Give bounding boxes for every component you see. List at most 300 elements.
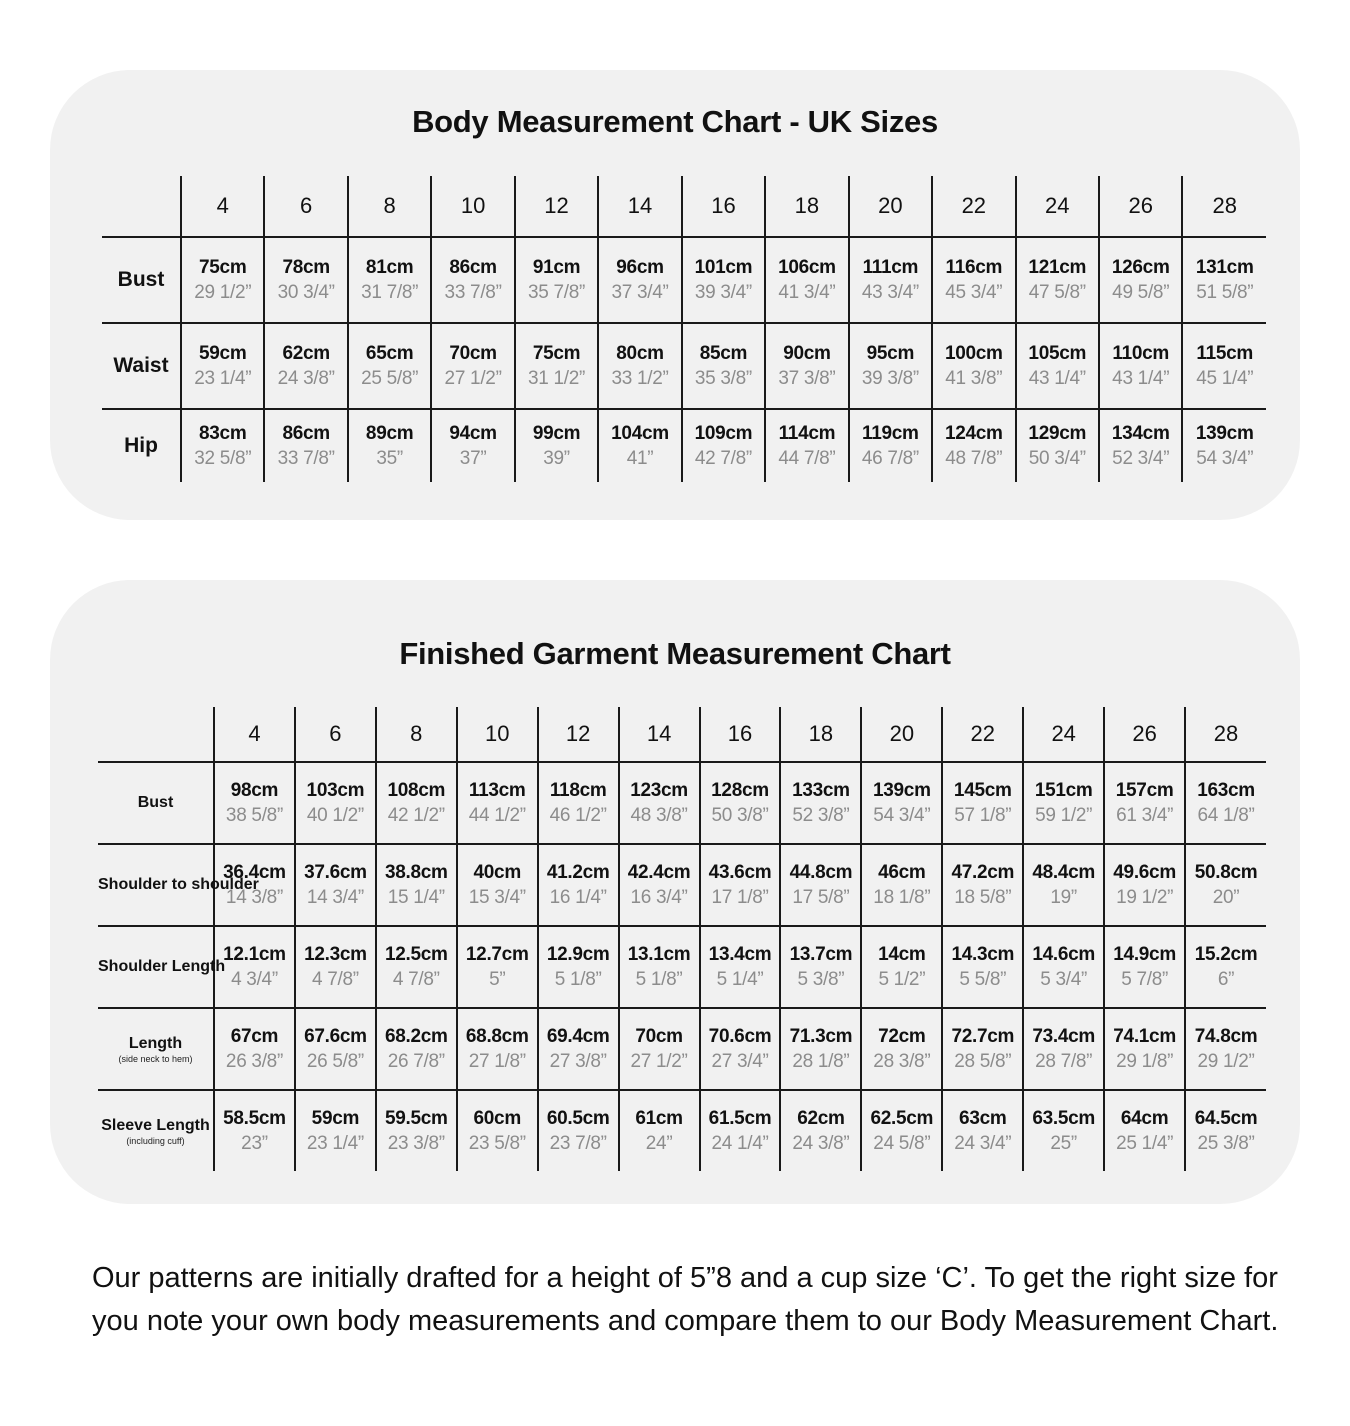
inch-value: 24 3/8” — [277, 368, 335, 389]
measurement-cell — [214, 926, 295, 1008]
row-label-text: Bust — [117, 268, 165, 291]
cm-value: 78cm — [282, 257, 330, 278]
inch-value: 57 1/8” — [954, 805, 1012, 826]
measurement-row — [98, 1008, 1266, 1090]
measurement-cell — [1185, 844, 1266, 926]
inch-value: 15 3/4” — [468, 887, 526, 908]
measurement-cell — [849, 237, 932, 323]
inch-value: 25 5/8” — [361, 368, 419, 389]
measurement-cell — [214, 1090, 295, 1171]
cm-value: 111cm — [862, 257, 919, 278]
cm-value: 63cm — [959, 1108, 1007, 1129]
inch-value: 27 1/2” — [630, 1051, 688, 1072]
inch-value: 30 3/4” — [277, 282, 335, 303]
inch-value: 35 7/8” — [528, 282, 586, 303]
size-header-row — [98, 707, 1266, 762]
cm-value: 139cm — [873, 780, 931, 801]
inch-value: 4 3/4” — [231, 969, 278, 990]
inch-value: 41” — [626, 448, 654, 469]
inch-value: 48 7/8” — [945, 448, 1003, 469]
measurement-cell — [181, 323, 264, 409]
inch-value: 43 3/4” — [861, 282, 919, 303]
cm-value: 129cm — [1028, 423, 1087, 444]
cm-value: 38.8cm — [384, 862, 448, 883]
cm-value: 75cm — [532, 343, 581, 364]
inch-value: 47 5/8” — [1028, 282, 1086, 303]
size-header: 16 — [700, 707, 781, 762]
inch-value: 49 5/8” — [1112, 282, 1170, 303]
cm-value: 75cm — [199, 257, 247, 278]
cm-value: 119cm — [862, 423, 919, 444]
size-header: 12 — [515, 176, 598, 237]
inch-value: 20” — [1212, 887, 1240, 908]
measurement-cell — [1104, 844, 1185, 926]
inch-value: 45 3/4” — [945, 282, 1003, 303]
inch-value: 24 3/4” — [954, 1133, 1012, 1154]
cm-value: 90cm — [783, 343, 831, 364]
cm-value: 62.5cm — [870, 1108, 934, 1129]
inch-value: 28 7/8” — [1035, 1051, 1093, 1072]
measurement-cell — [598, 237, 681, 323]
row-label — [102, 409, 181, 482]
cm-value: 81cm — [365, 257, 414, 278]
cm-value: 163cm — [1197, 780, 1255, 801]
size-header: 22 — [942, 707, 1023, 762]
cm-value: 124cm — [944, 423, 1003, 444]
cm-value: 123cm — [630, 780, 688, 801]
measurement-cell — [295, 926, 376, 1008]
inch-value: 37 3/8” — [778, 368, 836, 389]
cm-value: 37.6cm — [304, 862, 367, 883]
inch-value: 15 1/4” — [387, 887, 445, 908]
measurement-row — [98, 1090, 1266, 1171]
cm-value: 43.6cm — [708, 862, 772, 883]
measurement-cell — [598, 323, 681, 409]
row-label — [98, 1008, 214, 1090]
inch-value: 42 7/8” — [694, 448, 752, 469]
inch-value: 37” — [459, 448, 487, 469]
measurement-cell — [376, 1090, 457, 1171]
measurement-cell — [700, 844, 781, 926]
size-header: 8 — [376, 707, 457, 762]
cm-value: 61cm — [635, 1108, 683, 1129]
size-header: 12 — [538, 707, 619, 762]
inch-value: 29 1/8” — [1116, 1051, 1174, 1072]
cm-value: 14.6cm — [1032, 944, 1095, 965]
measurement-cell — [780, 762, 861, 844]
size-header: 26 — [1099, 176, 1182, 237]
cm-value: 13.4cm — [708, 944, 772, 965]
measurement-cell — [538, 926, 619, 1008]
measurement-cell — [1099, 323, 1182, 409]
inch-value: 41 3/8” — [945, 368, 1003, 389]
cm-value: 121cm — [1028, 257, 1087, 278]
inch-value: 5 3/4” — [1040, 969, 1088, 990]
measurement-cell — [861, 1090, 942, 1171]
cm-value: 40cm — [473, 862, 521, 883]
cm-value: 109cm — [694, 423, 753, 444]
inch-value: 43 1/4” — [1028, 368, 1086, 389]
cm-value: 101cm — [694, 257, 753, 278]
measurement-cell — [780, 1008, 861, 1090]
measurement-cell — [1023, 926, 1104, 1008]
row-label — [102, 323, 181, 409]
measurement-row — [98, 762, 1266, 844]
measurement-cell — [932, 323, 1015, 409]
measurement-cell — [214, 762, 295, 844]
row-label-text: Sleeve Length — [101, 1116, 210, 1134]
cm-value: 110cm — [1112, 343, 1170, 364]
cm-value: 70cm — [449, 343, 497, 364]
inch-value: 39 3/4” — [694, 282, 752, 303]
size-header: 8 — [348, 176, 431, 237]
cm-value: 49.6cm — [1113, 862, 1176, 883]
cm-value: 59cm — [311, 1108, 360, 1129]
inch-value: 28 5/8” — [954, 1051, 1012, 1072]
measurement-cell — [942, 762, 1023, 844]
inch-value: 31 7/8” — [361, 282, 419, 303]
size-header: 28 — [1185, 707, 1266, 762]
inch-value: 29 1/2” — [194, 282, 252, 303]
row-label-text: Shoulder Length — [98, 958, 226, 975]
cm-value: 139cm — [1195, 423, 1254, 444]
size-header: 28 — [1182, 176, 1266, 237]
cm-value: 69.4cm — [546, 1026, 610, 1047]
garment-chart-title: Finished Garment Measurement Chart — [399, 636, 951, 671]
cm-value: 12.5cm — [384, 944, 448, 965]
cm-value: 62cm — [282, 343, 330, 364]
measurement-cell — [181, 237, 264, 323]
size-header: 18 — [765, 176, 848, 237]
cm-value: 74.1cm — [1113, 1026, 1176, 1047]
cm-value: 72.7cm — [951, 1026, 1015, 1047]
measurement-cell — [942, 1008, 1023, 1090]
sizing-note-line-1: Our patterns are initially drafted for a height of 5”8 and a cup size ‘C’. To get the right size for — [92, 1262, 1278, 1294]
cm-value: 68.2cm — [384, 1026, 448, 1047]
row-label — [98, 1090, 214, 1171]
cm-value: 70cm — [635, 1026, 683, 1047]
measurement-cell — [376, 926, 457, 1008]
inch-value: 23 1/4” — [306, 1133, 364, 1154]
measurement-cell — [214, 844, 295, 926]
measurement-cell — [1023, 762, 1104, 844]
row-sublabel: (including cuff) — [126, 1135, 185, 1146]
size-header: 26 — [1104, 707, 1185, 762]
cm-value: 94cm — [449, 423, 497, 444]
cm-value: 64cm — [1120, 1108, 1169, 1129]
inch-value: 23 5/8” — [468, 1133, 526, 1154]
cm-value: 46cm — [878, 862, 926, 883]
measurement-cell — [700, 926, 781, 1008]
measurement-cell — [682, 409, 765, 482]
cm-value: 60cm — [473, 1108, 521, 1129]
cm-value: 68.8cm — [465, 1026, 529, 1047]
cm-value: 85cm — [699, 343, 748, 364]
size-header: 14 — [619, 707, 700, 762]
measurement-row — [98, 844, 1266, 926]
inch-value: 23 7/8” — [549, 1133, 607, 1154]
measurement-cell — [1182, 323, 1266, 409]
measurement-cell — [700, 762, 781, 844]
inch-value: 26 7/8” — [387, 1051, 445, 1072]
cm-value: 151cm — [1034, 780, 1093, 801]
size-header: 6 — [295, 707, 376, 762]
inch-value: 45 1/4” — [1196, 368, 1254, 389]
inch-value: 29 1/2” — [1197, 1051, 1255, 1072]
cm-value: 50.8cm — [1194, 862, 1258, 883]
inch-value: 40 1/2” — [306, 805, 364, 826]
cm-value: 14cm — [878, 944, 926, 965]
measurement-cell — [1016, 237, 1099, 323]
cm-value: 114cm — [778, 423, 836, 444]
measurement-cell — [1182, 237, 1266, 323]
cm-value: 74.8cm — [1194, 1026, 1258, 1047]
inch-value: 33 1/2” — [611, 368, 669, 389]
row-label-text: Waist — [113, 354, 169, 377]
size-header: 14 — [598, 176, 681, 237]
measurement-cell — [780, 926, 861, 1008]
cm-value: 67.6cm — [304, 1026, 367, 1047]
measurement-cell — [765, 323, 848, 409]
measurement-cell — [861, 762, 942, 844]
measurement-cell — [861, 926, 942, 1008]
measurement-cell — [431, 323, 514, 409]
cm-value: 60.5cm — [546, 1108, 610, 1129]
measurement-cell — [1016, 323, 1099, 409]
size-header: 4 — [214, 707, 295, 762]
inch-value: 26 3/8” — [225, 1051, 283, 1072]
size-header: 10 — [431, 176, 514, 237]
inch-value: 17 1/8” — [711, 887, 769, 908]
measurement-cell — [1023, 1008, 1104, 1090]
inch-value: 5 1/8” — [554, 969, 602, 990]
measurement-row — [102, 323, 1266, 409]
measurement-cell — [515, 409, 598, 482]
measurement-cell — [861, 844, 942, 926]
cm-value: 44.8cm — [789, 862, 853, 883]
measurement-cell — [515, 237, 598, 323]
inch-value: 43 1/4” — [1112, 368, 1170, 389]
measurement-cell — [765, 237, 848, 323]
cm-value: 36.4cm — [223, 862, 286, 883]
cm-value: 41.2cm — [546, 862, 610, 883]
body-chart-title: Body Measurement Chart - UK Sizes — [412, 104, 938, 139]
inch-value: 50 3/8” — [711, 805, 769, 826]
cm-value: 73.4cm — [1032, 1026, 1095, 1047]
inch-value: 44 7/8” — [778, 448, 836, 469]
inch-value: 19” — [1050, 887, 1077, 908]
row-label-text: Hip — [124, 434, 158, 457]
cm-value: 59cm — [199, 343, 247, 364]
measurement-row — [98, 926, 1266, 1008]
inch-value: 16 1/4” — [549, 887, 607, 908]
cm-value: 14.3cm — [951, 944, 1015, 965]
cm-value: 12.7cm — [465, 944, 529, 965]
cm-value: 13.1cm — [627, 944, 691, 965]
inch-value: 14 3/8” — [225, 887, 283, 908]
inch-value: 24 1/4” — [711, 1133, 769, 1154]
measurement-cell — [515, 323, 598, 409]
header-corner-cell — [98, 707, 214, 762]
inch-value: 54 3/4” — [873, 805, 931, 826]
measurement-cell — [619, 1090, 700, 1171]
sizing-note-line-2: you note your own body measurements and compare them to our Body Measurement Chart. — [92, 1305, 1279, 1337]
inch-value: 52 3/4” — [1112, 448, 1170, 469]
measurement-cell — [765, 409, 848, 482]
measurement-row — [102, 409, 1266, 482]
inch-value: 18 5/8” — [954, 887, 1012, 908]
inch-value: 4 7/8” — [311, 969, 359, 990]
row-label-text: Bust — [137, 794, 174, 811]
inch-value: 25 3/8” — [1197, 1133, 1255, 1154]
inch-value: 64 1/8” — [1197, 805, 1255, 826]
cm-value: 42.4cm — [627, 862, 691, 883]
cm-value: 80cm — [616, 343, 664, 364]
inch-value: 37 3/4” — [611, 282, 669, 303]
inch-value: 50 3/4” — [1028, 448, 1086, 469]
measurement-cell — [1185, 762, 1266, 844]
measurement-cell — [849, 323, 932, 409]
size-header: 22 — [932, 176, 1015, 237]
cm-value: 12.3cm — [304, 944, 367, 965]
inch-value: 51 5/8” — [1196, 282, 1254, 303]
row-label — [102, 237, 181, 323]
cm-value: 131cm — [1195, 257, 1254, 278]
measurement-cell — [682, 237, 765, 323]
measurement-cell — [861, 1008, 942, 1090]
inch-value: 24” — [645, 1133, 673, 1154]
measurement-cell — [619, 926, 700, 1008]
cm-value: 133cm — [792, 780, 850, 801]
row-sublabel: (side neck to hem) — [118, 1053, 193, 1064]
inch-value: 38 5/8” — [225, 805, 283, 826]
measurement-cell — [538, 1090, 619, 1171]
cm-value: 12.1cm — [223, 944, 286, 965]
cm-value: 145cm — [953, 780, 1012, 801]
inch-value: 24 3/8” — [792, 1133, 850, 1154]
size-header: 24 — [1023, 707, 1104, 762]
inch-value: 23 3/8” — [387, 1133, 445, 1154]
measurement-cell — [457, 1090, 538, 1171]
measurement-cell — [1016, 409, 1099, 482]
measurement-cell — [214, 1008, 295, 1090]
inch-value: 44 1/2” — [468, 805, 526, 826]
measurement-cell — [348, 323, 431, 409]
cm-value: 96cm — [616, 257, 664, 278]
measurement-cell — [295, 1090, 376, 1171]
cm-value: 118cm — [549, 780, 607, 801]
size-header: 20 — [849, 176, 932, 237]
measurement-cell — [1185, 1008, 1266, 1090]
cm-value: 99cm — [532, 423, 581, 444]
inch-value: 24 5/8” — [873, 1133, 931, 1154]
measurement-cell — [1182, 409, 1266, 482]
cm-value: 126cm — [1111, 257, 1170, 278]
row-label-text: Shoulder to shoulder — [98, 876, 259, 893]
cm-value: 98cm — [230, 780, 279, 801]
cm-value: 63.5cm — [1032, 1108, 1095, 1129]
measurement-cell — [932, 237, 1015, 323]
measurement-cell — [942, 844, 1023, 926]
inch-value: 26 5/8” — [306, 1051, 364, 1072]
size-header: 16 — [682, 176, 765, 237]
size-header: 20 — [861, 707, 942, 762]
row-label — [98, 762, 214, 844]
inch-value: 5 3/8” — [797, 969, 845, 990]
cm-value: 47.2cm — [951, 862, 1015, 883]
measurement-cell — [932, 409, 1015, 482]
size-header: 24 — [1016, 176, 1099, 237]
cm-value: 62cm — [797, 1108, 845, 1129]
inch-value: 6” — [1217, 969, 1235, 990]
cm-value: 14.9cm — [1113, 944, 1176, 965]
measurement-cell — [1099, 237, 1182, 323]
measurement-cell — [431, 409, 514, 482]
cm-value: 65cm — [365, 343, 414, 364]
measurement-cell — [598, 409, 681, 482]
cm-value: 95cm — [866, 343, 915, 364]
inch-value: 4 7/8” — [392, 969, 440, 990]
inch-value: 25 1/4” — [1116, 1133, 1174, 1154]
inch-value: 46 1/2” — [549, 805, 607, 826]
cm-value: 157cm — [1115, 780, 1174, 801]
measurement-cell — [538, 762, 619, 844]
inch-value: 41 3/4” — [778, 282, 836, 303]
header-corner-cell — [102, 176, 181, 237]
inch-value: 28 3/8” — [873, 1051, 931, 1072]
inch-value: 5 7/8” — [1121, 969, 1168, 990]
row-label — [98, 926, 226, 1008]
inch-value: 5 1/2” — [878, 969, 926, 990]
size-header: 6 — [264, 176, 347, 237]
measurement-cell — [457, 1008, 538, 1090]
inch-value: 18 1/8” — [873, 887, 931, 908]
cm-value: 67cm — [230, 1026, 279, 1047]
cm-value: 105cm — [1028, 343, 1087, 364]
inch-value: 27 3/4” — [711, 1051, 769, 1072]
inch-value: 54 3/4” — [1196, 448, 1254, 469]
cm-value: 115cm — [1196, 343, 1254, 364]
inch-value: 61 3/4” — [1116, 805, 1174, 826]
measurement-cell — [376, 1008, 457, 1090]
inch-value: 35” — [376, 448, 403, 469]
measurement-cell — [1023, 844, 1104, 926]
measurement-cell — [619, 762, 700, 844]
measurement-cell — [619, 1008, 700, 1090]
cm-value: 12.9cm — [546, 944, 610, 965]
measurement-cell — [348, 237, 431, 323]
row-label-text: Length — [128, 1034, 183, 1052]
measurement-cell — [376, 844, 457, 926]
inch-value: 23” — [241, 1133, 268, 1154]
inch-value: 28 1/8” — [792, 1051, 850, 1072]
cm-value: 71.3cm — [789, 1026, 853, 1047]
measurement-cell — [1104, 1008, 1185, 1090]
measurement-cell — [457, 844, 538, 926]
measurement-cell — [1104, 1090, 1185, 1171]
inch-value: 5” — [489, 969, 506, 990]
inch-value: 27 1/2” — [444, 368, 502, 389]
size-header-row — [102, 176, 1266, 237]
cm-value: 86cm — [449, 257, 497, 278]
inch-value: 17 5/8” — [792, 887, 850, 908]
measurement-cell — [780, 844, 861, 926]
measurement-cell — [457, 762, 538, 844]
measurement-cell — [682, 323, 765, 409]
measurement-cell — [700, 1090, 781, 1171]
inch-value: 39 3/8” — [861, 368, 919, 389]
measurement-cell — [295, 762, 376, 844]
